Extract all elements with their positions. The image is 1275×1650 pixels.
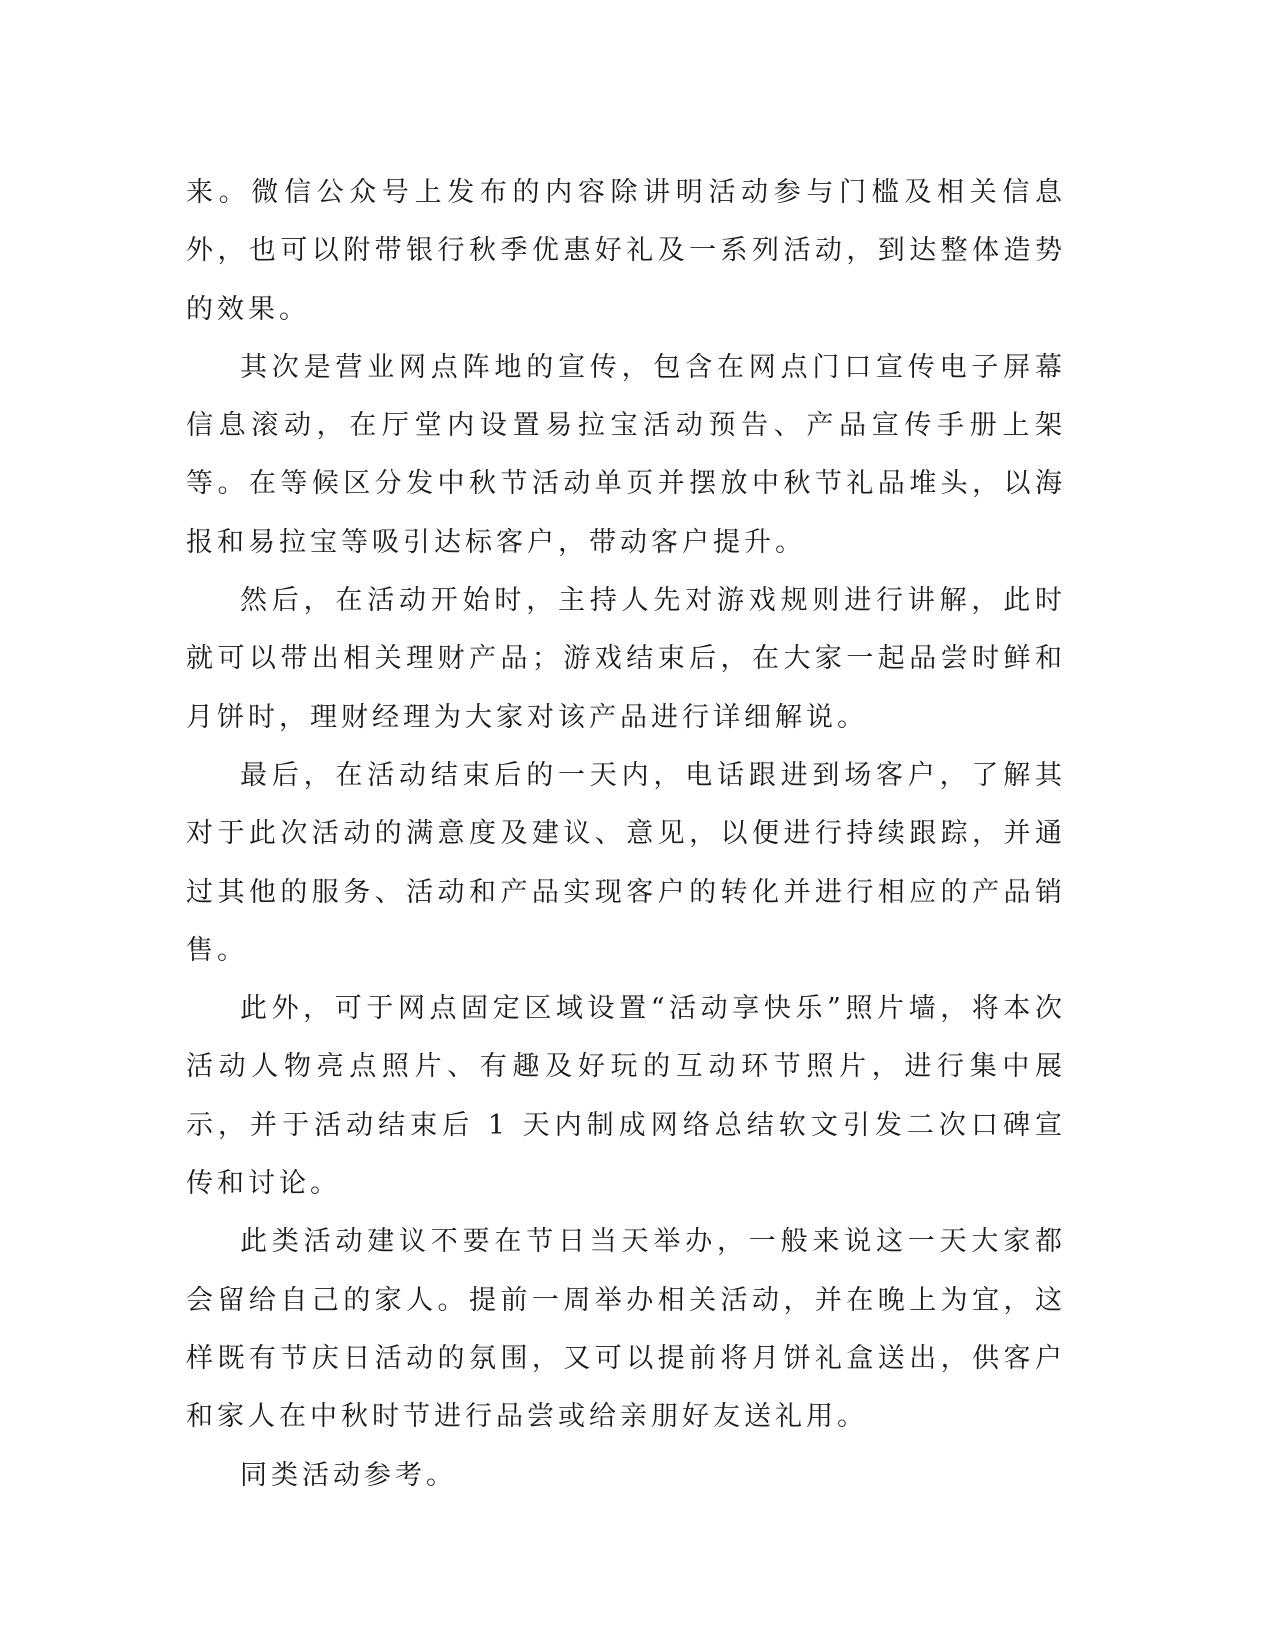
paragraph-5: 此外，可于网点固定区域设置“活动享快乐”照片墙，将本次活动人物亮点照片、有趣及好玩的互动环节照片，进行集中展示，并于活动结束后 1 天内制成网络总结软文引发二次口碑宣传和讨论。 — [186, 993, 1066, 1200]
paragraph-6: 此类活动建议不要在节日当天举办，一般来说这一天大家都会留给自己的家人。提前一周举办相关活动，并在晚上为宜，这样既有节庆日活动的氛围，又可以提前将月饼礼盒送出，供客户和家人在中秋时节进行品尝或给亲朋好友送礼用。 — [186, 1226, 1066, 1433]
paragraph-4: 最后，在活动结束后的一天内，电话跟进到场客户，了解其对于此次活动的满意度及建议、意见，以便进行持续跟踪，并通过其他的服务、活动和产品实现客户的转化并进行相应的产品销售。 — [186, 759, 1066, 966]
paragraph-3: 然后，在活动开始时，主持人先对游戏规则进行讲解，此时就可以带出相关理财产品；游戏结束后，在大家一起品尝时鲜和月饼时，理财经理为大家对该产品进行详细解说。 — [186, 585, 1066, 733]
paragraph-7: 同类活动参考。 — [240, 1459, 457, 1491]
paragraph-1: 来。微信公众号上发布的内容除讲明活动参与门槛及相关信息外，也可以附带银行秋季优惠好礼及一系列活动，到达整体造势的效果。 — [186, 177, 1066, 325]
body-text — [186, 164, 1066, 1505]
paragraph-2: 其次是营业网点阵地的宣传，包含在网点门口宣传电子屏幕信息滚动，在厅堂内设置易拉宝活动预告、产品宣传手册上架等。在等候区分发中秋节活动单页并摆放中秋节礼品堆头，以海报和易拉宝等吸引达标客户，带动客户提升。 — [186, 351, 1066, 558]
